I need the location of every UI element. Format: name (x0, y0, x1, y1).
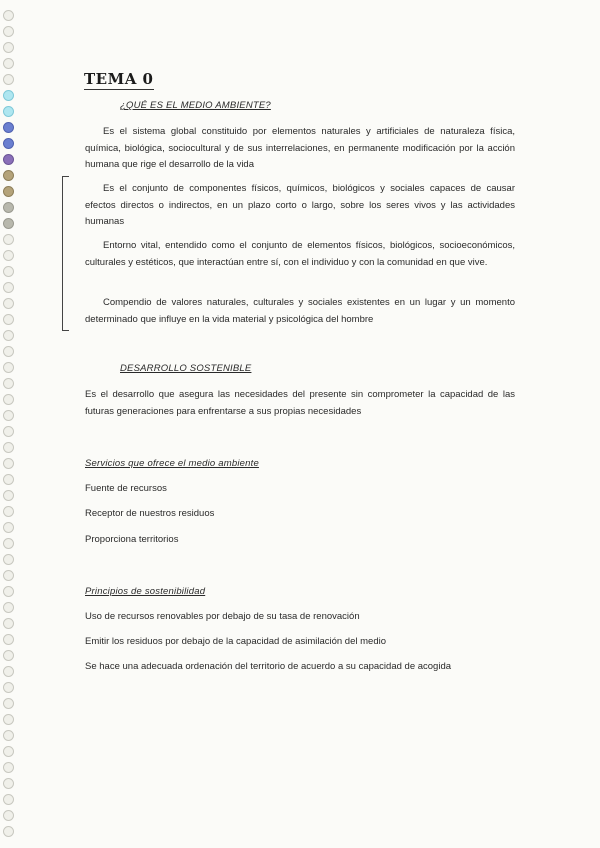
paragraph-definition-1: Es el sistema global constituido por elementos naturales y artificiales de naturaleza física, química, biológica, sociocultural y de sus interrelaciones, en permanente modificación por la acción humana que rige el desarrollo de la vida (85, 126, 515, 170)
list-item: Receptor de nuestros residuos (85, 508, 215, 519)
page-title: TEMA 0 (84, 70, 154, 88)
heading-servicios: Servicios que ofrece el medio ambiente (85, 458, 259, 469)
heading-principios: Principios de sostenibilidad (85, 586, 206, 597)
heading-desarrollo-sostenible: DESARROLLO SOSTENIBLE (120, 363, 252, 374)
bracket-mark (62, 176, 69, 331)
list-item: Proporciona territorios (85, 534, 179, 545)
list-item: Emitir los residuos por debajo de la capacidad de asimilación del medio (85, 636, 386, 647)
heading-medio-ambiente: ¿QUÉ ES EL MEDIO AMBIENTE? (120, 100, 271, 111)
paragraph-definition-3: Entorno vital, entendido como el conjunto de elementos físicos, biológicos, socioeconómicos, culturales y estéticos, que interactúan entre sí, con el individuo y con la comunidad en que vive. (85, 240, 515, 268)
list-item: Uso de recursos renovables por debajo de su tasa de renovación (85, 611, 360, 622)
list-item: Fuente de recursos (85, 483, 167, 494)
spiral-binding (2, 10, 16, 840)
paragraph-desarrollo: Es el desarrollo que asegura las necesidades del presente sin comprometer la capacidad de las futuras generaciones para enfrentarse a sus propias necesidades (85, 389, 515, 417)
paragraph-definition-4: Compendio de valores naturales, culturales y sociales existentes en un lugar y un momento determinado que influye en la vida material y psicológica del hombre (85, 297, 515, 325)
paragraph-definition-2: Es el conjunto de componentes físicos, químicos, biológicos y sociales capaces de causar efectos directos o indirectos, en un plazo corto o largo, sobre los seres vivos y las actividades humanas (85, 183, 515, 227)
list-item: Se hace una adecuada ordenación del territorio de acuerdo a su capacidad de acogida (85, 661, 452, 672)
